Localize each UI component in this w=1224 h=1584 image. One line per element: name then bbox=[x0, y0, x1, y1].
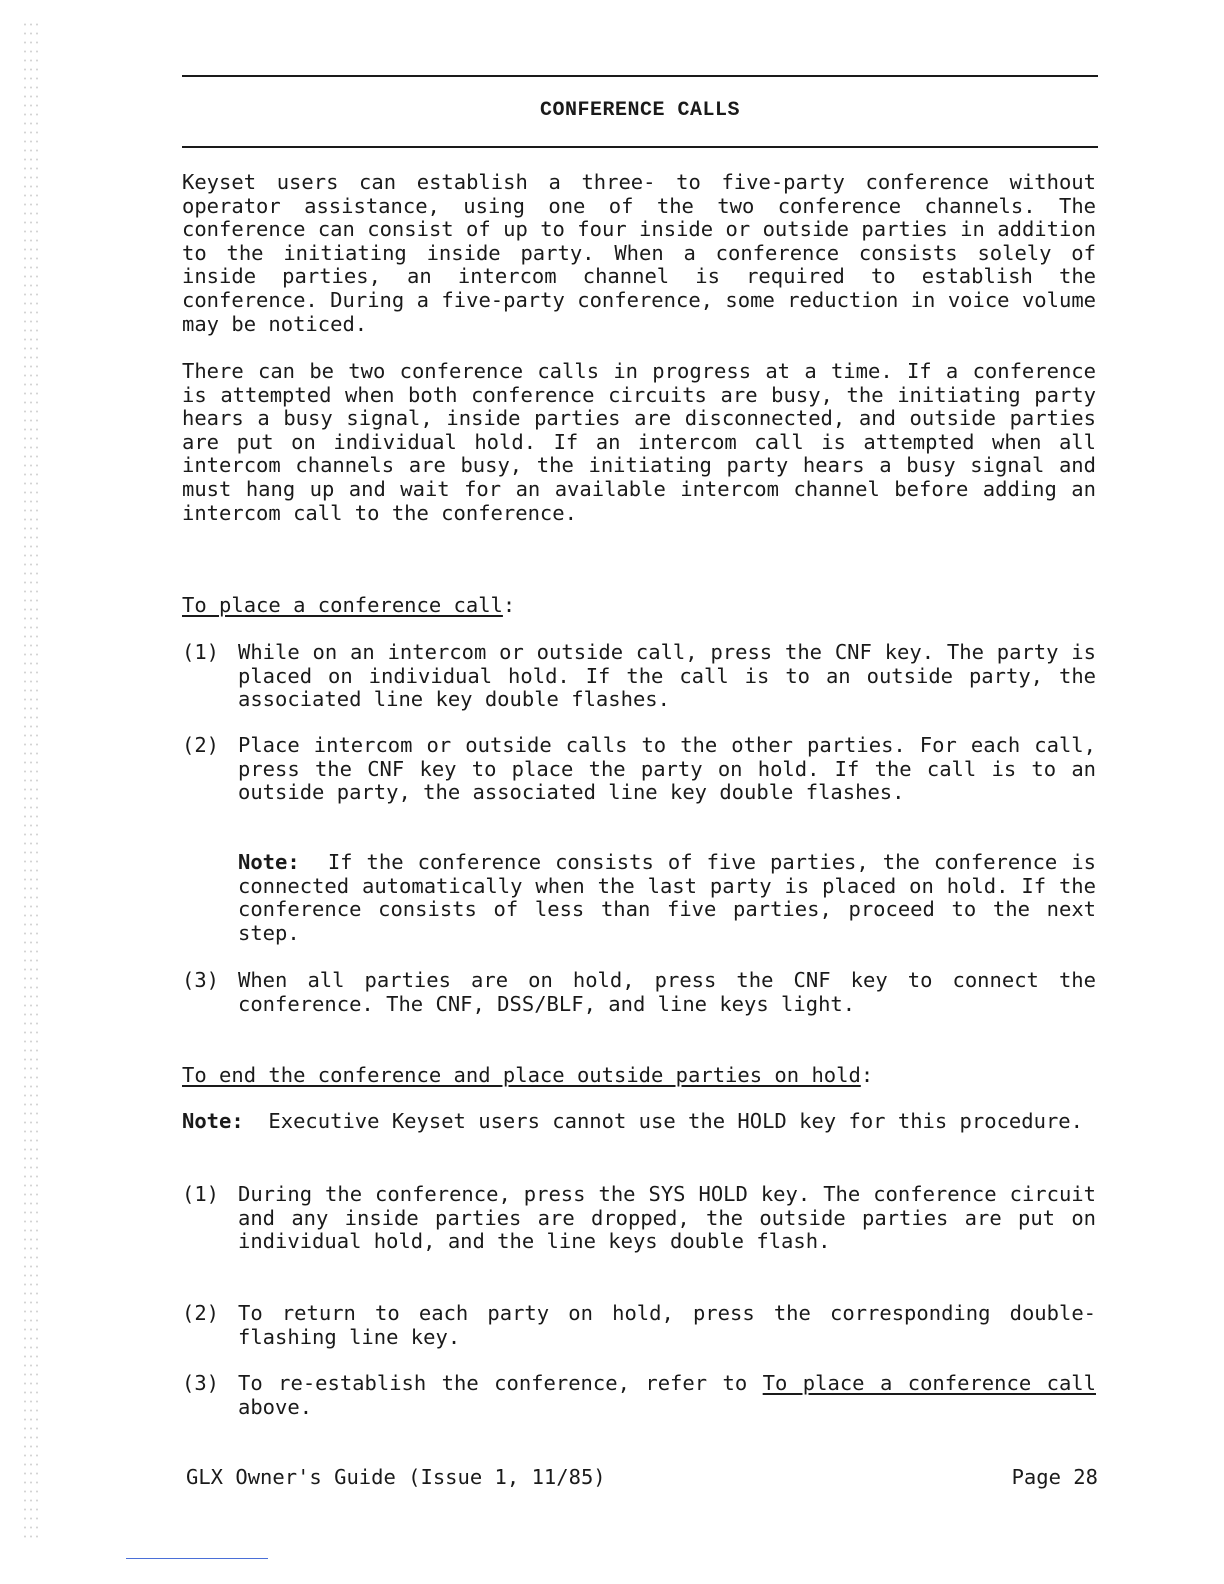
step-text: Place intercom or outside calls to the other parties. For each call, press the CNF key to place the party on hold. If the call is to an outside party, the associated line key double flashes. bbox=[238, 733, 1096, 805]
title-underline-rule bbox=[182, 146, 1098, 148]
step-text: During the conference, press the SYS HOLD key. The conference circuit and any inside parties are dropped, the outside parties are put on individual hold, and the line keys double flash. bbox=[238, 1182, 1096, 1254]
note-label: Note: bbox=[238, 850, 300, 874]
section-heading-text: To end the conference and place outside parties on hold bbox=[182, 1063, 861, 1087]
heading-colon: : bbox=[502, 593, 516, 617]
step-number: (2) bbox=[182, 1301, 220, 1325]
intro-paragraph-2: There can be two conference calls in progress at a time. If a conference is attempted when both conference circuits are busy, the initiating party hears a busy signal, inside parties are disconnected, and outside parties are put on individual hold. If an intercom call is attempted when all intercom channels are busy, the initiating party hears a busy signal and must hang up and wait for an available intercom channel before adding an intercom call to the conference. bbox=[182, 359, 1109, 525]
step-text bbox=[238, 1372, 1096, 1419]
step-text: To return to each party on hold, press the corresponding double-flashing line key. bbox=[238, 1301, 1096, 1349]
heading-colon: : bbox=[860, 1063, 874, 1087]
step-text-before: To re-establish the conference, refer to bbox=[238, 1371, 763, 1395]
note-label: Note: bbox=[182, 1109, 244, 1133]
intro-paragraph-1: Keyset users can establish a three- to five-party conference without operator assistance, using one of the two conference channels. The conference can consist of up to four inside or outside parties in addition to the initiating inside party. When a conference consists solely of inside parties, an intercom channel is required to establish the conference. During a five-party conference, some reduction in voice volume may be noticed. bbox=[182, 170, 1109, 336]
section-heading-text: To place a conference call bbox=[182, 593, 503, 617]
step-number: (1) bbox=[182, 1182, 220, 1206]
page-title: CONFERENCE CALLS bbox=[539, 99, 741, 122]
step-text: When all parties are on hold, press the CNF key to connect the conference. The CNF, DSS/BLF, and line keys light. bbox=[238, 968, 1096, 1016]
step-number: (3) bbox=[182, 1371, 220, 1395]
step-number: (3) bbox=[182, 968, 220, 992]
step-text-after: above. bbox=[238, 1394, 313, 1419]
scan-edge-line bbox=[126, 1558, 268, 1559]
scan-margin-noise bbox=[22, 20, 42, 1540]
cross-reference-link[interactable]: To place a conference call bbox=[762, 1371, 1096, 1395]
note-text: Executive Keyset users cannot use the HOLD key for this procedure. bbox=[268, 1109, 1083, 1133]
step-text: While on an intercom or outside call, press the CNF key. The party is placed on individual hold. If the call is to an outside party, the associated line key double flashes. bbox=[238, 640, 1096, 712]
note-text: If the conference consists of five parties, the conference is connected automatically when the last party is placed on hold. If the conference consists of less than five parties, proceed to the next step. bbox=[238, 850, 1096, 945]
note-text-wrap bbox=[238, 851, 1096, 945]
footer-guide-title: GLX Owner's Guide (Issue 1, 11/85) bbox=[186, 1465, 606, 1489]
step-number: (2) bbox=[182, 733, 220, 757]
step-number: (1) bbox=[182, 640, 220, 664]
top-rule bbox=[182, 75, 1098, 77]
footer-page-number: Page 28 bbox=[1011, 1465, 1098, 1489]
section-heading-end-conference bbox=[182, 1063, 873, 1087]
note-block bbox=[182, 1110, 1096, 1134]
section-heading-place-conference bbox=[182, 593, 515, 617]
